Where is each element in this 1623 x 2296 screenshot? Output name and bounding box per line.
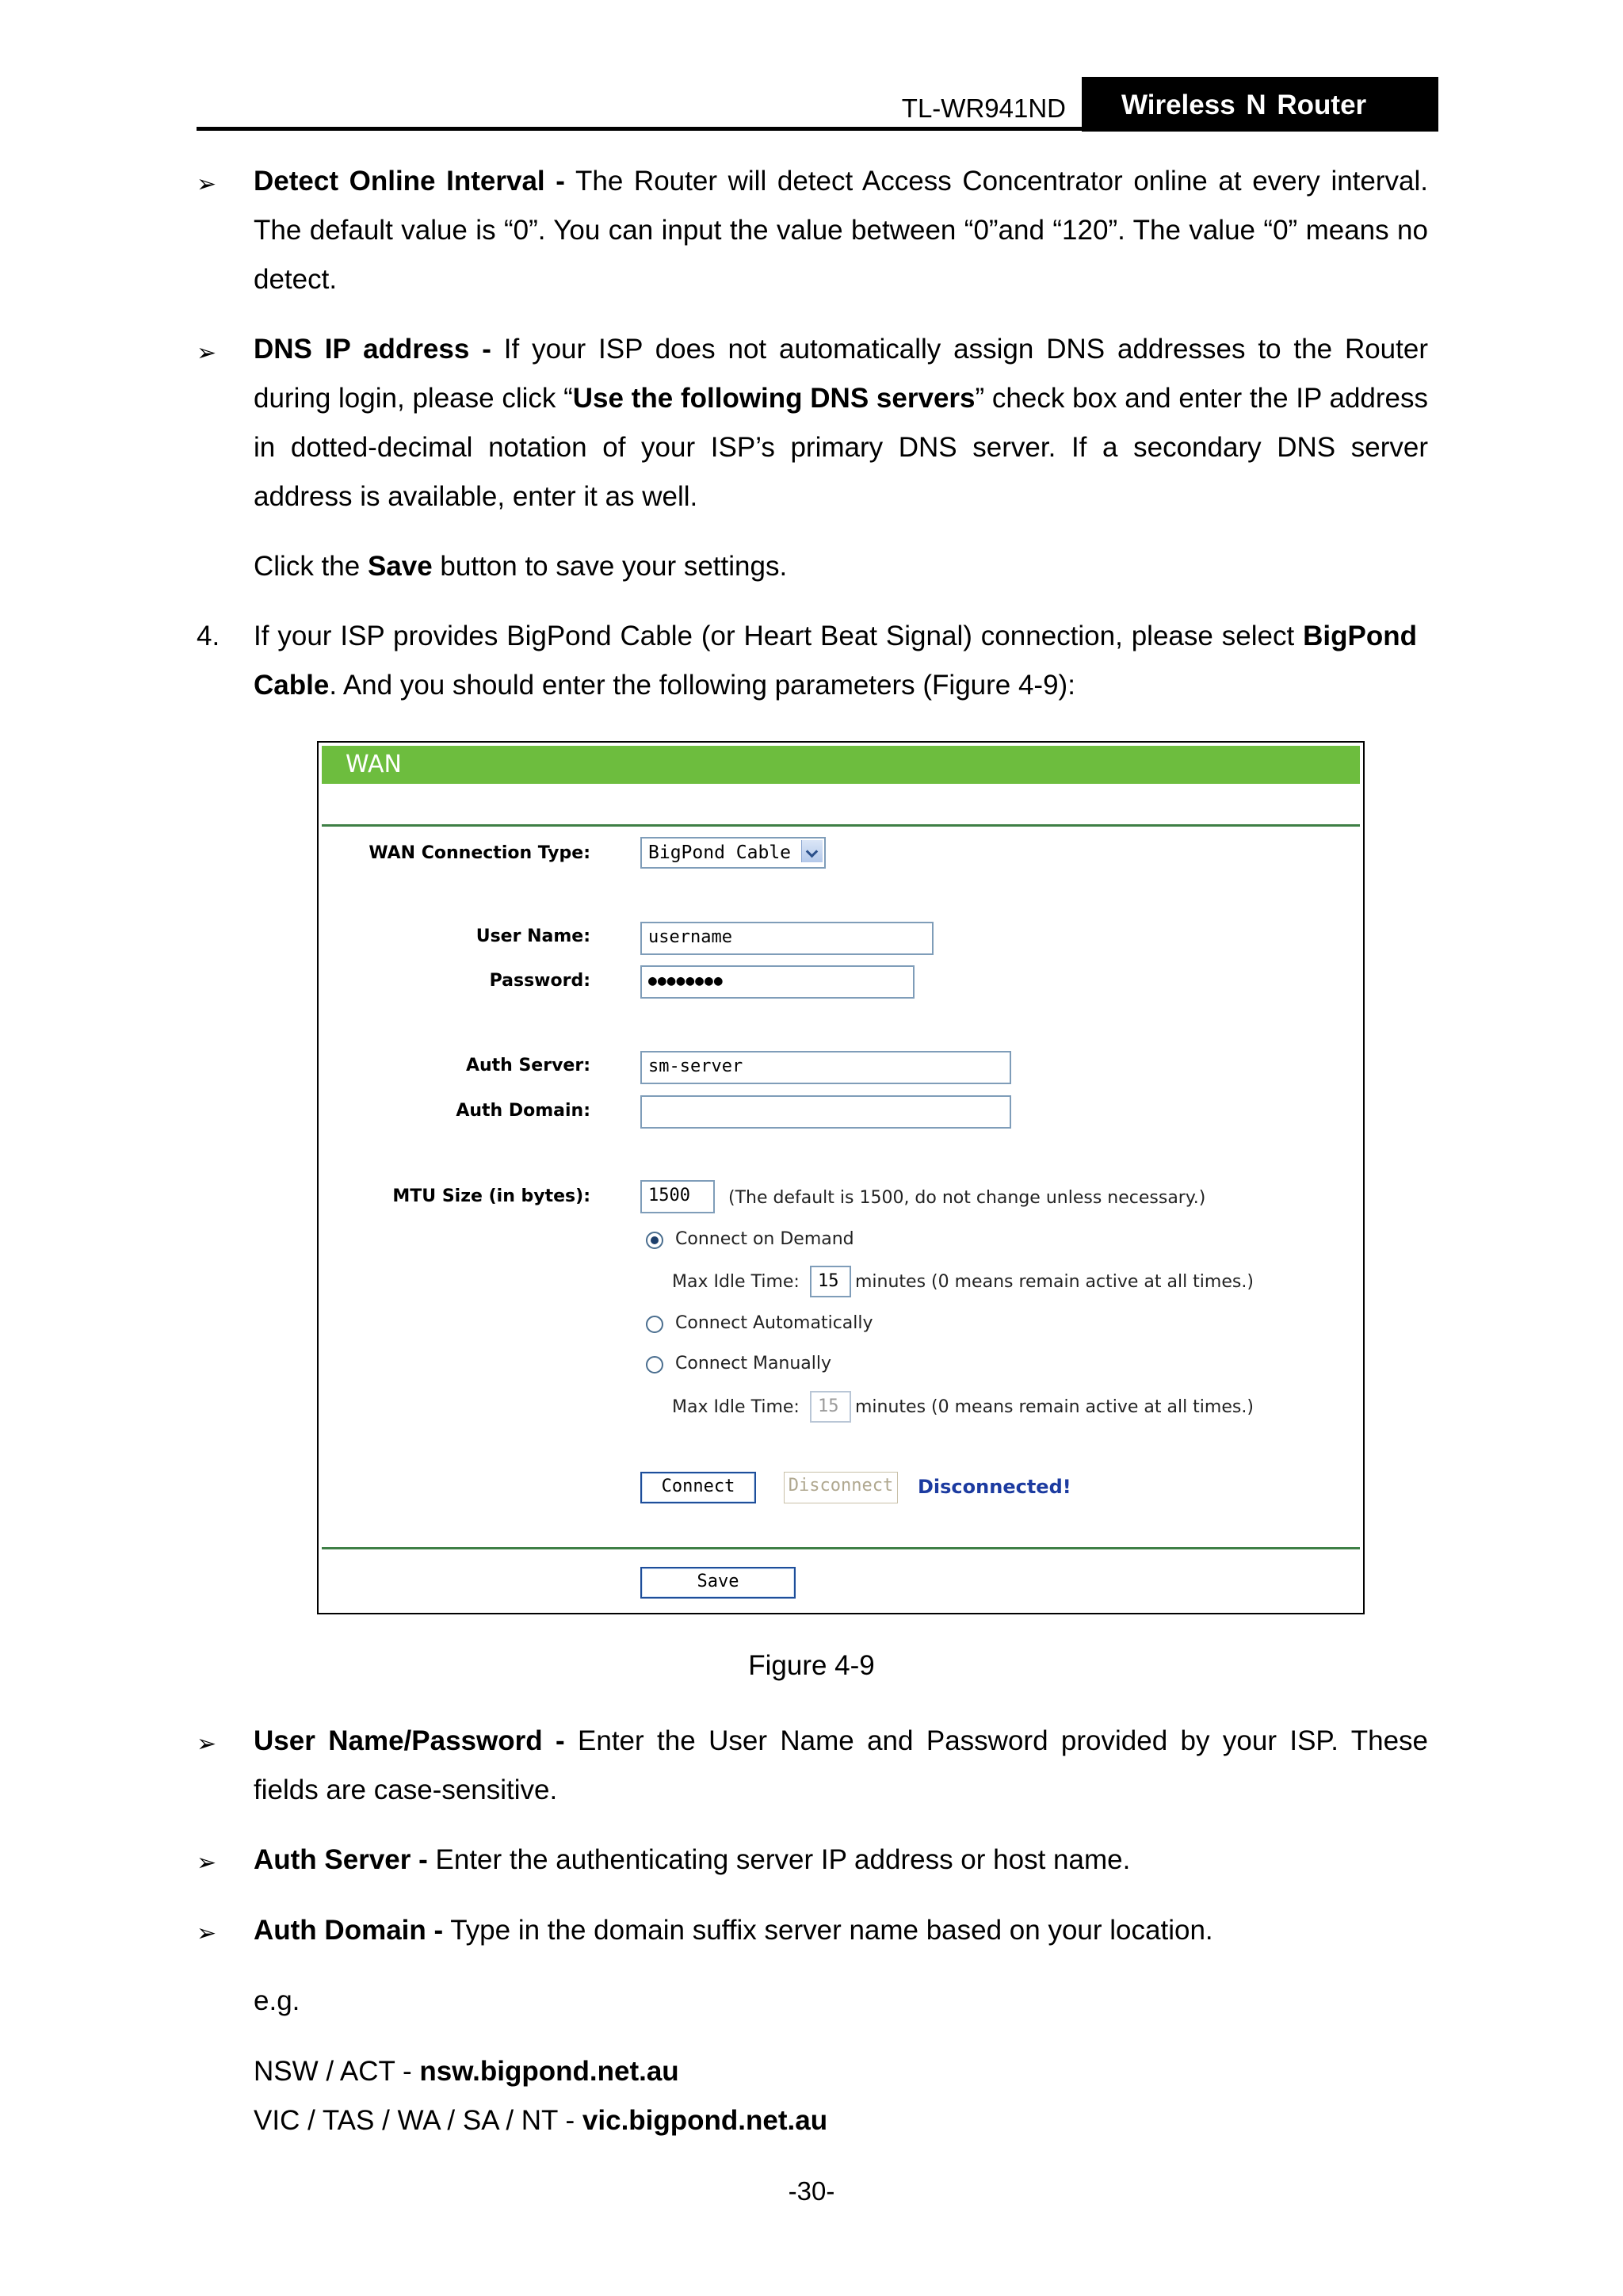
- bullet-user-password: [254, 1717, 1428, 1815]
- connect-manually-label: Connect Manually: [675, 1354, 832, 1373]
- step4-text-a: If your ISP provides BigPond Cable (or Heart Beat Signal) connection, please select: [254, 621, 1304, 651]
- disconnect-button[interactable]: Disconnect: [784, 1472, 898, 1503]
- radio-connect-manually[interactable]: [646, 1356, 663, 1373]
- username-input[interactable]: username: [640, 922, 934, 955]
- dns-option-name: Use the following DNS servers: [572, 383, 976, 414]
- auth-server-label: Auth Server:: [465, 1056, 590, 1075]
- auth-domain-input[interactable]: [640, 1095, 1011, 1129]
- max-idle-label-1: Max Idle Time:: [672, 1272, 800, 1292]
- header-model: TL-WR941ND: [901, 94, 1066, 123]
- figure-caption: Figure 4-9: [748, 1650, 875, 1681]
- term-detect-interval: Detect Online Interval -: [254, 166, 565, 197]
- max-idle-note-1: minutes (0 means remain active at all times.): [855, 1272, 1254, 1292]
- connect-on-demand-label: Connect on Demand: [675, 1229, 854, 1249]
- max-idle-label-2: Max Idle Time:: [672, 1397, 800, 1417]
- max-idle-input-2[interactable]: 15: [810, 1391, 851, 1423]
- term-dns-ip: DNS IP address -: [254, 334, 491, 365]
- step4-text: [254, 612, 1417, 710]
- password-input[interactable]: ●●●●●●●●: [640, 965, 915, 999]
- term-auth-server: Auth Server -: [254, 1844, 428, 1875]
- save-note-bold: Save: [367, 551, 433, 582]
- max-idle-input-1[interactable]: 15: [810, 1266, 851, 1297]
- save-note-pre: Click the: [254, 551, 368, 582]
- save-note: [254, 542, 787, 591]
- bullet-auth-server: [254, 1836, 1130, 1885]
- radio-connect-on-demand[interactable]: [646, 1232, 663, 1249]
- wan-settings-panel: [317, 741, 1365, 1614]
- mtu-label: MTU Size (in bytes):: [392, 1186, 590, 1206]
- wan-type-label: WAN Connection Type:: [369, 843, 590, 863]
- save-button[interactable]: Save: [640, 1567, 796, 1599]
- desc-user-password: Enter the User Name and Password provided by your ISP. These fields are case-sensitive.: [254, 1725, 1428, 1805]
- wan-type-select[interactable]: [640, 837, 826, 869]
- bullet-dns-ip: [254, 325, 1428, 521]
- region-nsw-domain: nsw.bigpond.net.au: [419, 2056, 679, 2087]
- desc-dns-ip-a: If your ISP does not automatically assign DNS addresses to the Router during login, please click “: [254, 334, 1428, 414]
- desc-detect-interval: The Router will detect Access Concentrator online at every interval. The default value is “0”. You can input the value between “0”and “120”. The value “0” means no detect.: [254, 166, 1428, 295]
- region-vic-domain: vic.bigpond.net.au: [582, 2105, 828, 2136]
- auth-domain-label: Auth Domain:: [456, 1101, 590, 1121]
- password-label: Password:: [489, 971, 590, 991]
- bullet-arrow-icon: ➢: [197, 171, 217, 197]
- bullet-arrow-icon: ➢: [197, 1920, 217, 1946]
- mtu-note: (The default is 1500, do not change unless necessary.): [728, 1188, 1206, 1208]
- example-label: e.g.: [254, 1985, 300, 2016]
- save-note-post: button to save your settings.: [432, 551, 788, 582]
- connect-button[interactable]: Connect: [640, 1472, 756, 1503]
- term-user-password: User Name/Password -: [254, 1725, 565, 1756]
- radio-connect-automatically[interactable]: [646, 1316, 663, 1333]
- panel-top-rule: [322, 824, 1360, 827]
- region-vic-name: VIC / TAS / WA / SA / NT -: [254, 2105, 582, 2136]
- header-product: Wireless N Router: [1082, 77, 1438, 132]
- connection-status: Disconnected!: [918, 1476, 1071, 1498]
- bullet-arrow-icon: ➢: [197, 1850, 217, 1876]
- panel-bottom-rule: [322, 1547, 1360, 1549]
- header-rule: [197, 127, 1082, 131]
- page-number: -30-: [788, 2176, 835, 2206]
- bullet-auth-domain: [254, 1906, 1213, 1955]
- chevron-down-icon[interactable]: [801, 840, 823, 862]
- step4-text-b: . And you should enter the following parameters (Figure 4-9):: [329, 670, 1075, 701]
- region-vic: [254, 2096, 827, 2145]
- mtu-input[interactable]: 1500: [640, 1180, 715, 1213]
- max-idle-note-2: minutes (0 means remain active at all times.): [855, 1397, 1254, 1417]
- step4-bold: BigPond Cable: [254, 621, 1417, 701]
- desc-dns-ip-b: ” check box and enter the IP address in dotted-decimal notation of your ISP’s primary DNS server. If a secondary DNS server address is available, enter it as well.: [254, 383, 1428, 512]
- bullet-detect-interval: [254, 157, 1428, 304]
- wan-title-bar: WAN: [322, 746, 1360, 784]
- term-auth-domain: Auth Domain -: [254, 1915, 444, 1946]
- desc-auth-domain: Type in the domain suffix server name based on your location.: [443, 1915, 1213, 1946]
- bullet-arrow-icon: ➢: [197, 1731, 217, 1757]
- bullet-arrow-icon: ➢: [197, 340, 217, 366]
- desc-auth-server: Enter the authenticating server IP address or host name.: [427, 1844, 1131, 1875]
- region-nsw: [254, 2047, 679, 2096]
- wan-type-value: BigPond Cable: [648, 842, 792, 863]
- step-number: 4.: [197, 621, 220, 651]
- connect-automatically-label: Connect Automatically: [675, 1313, 873, 1333]
- auth-server-input[interactable]: sm-server: [640, 1051, 1011, 1084]
- username-label: User Name:: [475, 926, 590, 946]
- region-nsw-name: NSW / ACT -: [254, 2056, 420, 2087]
